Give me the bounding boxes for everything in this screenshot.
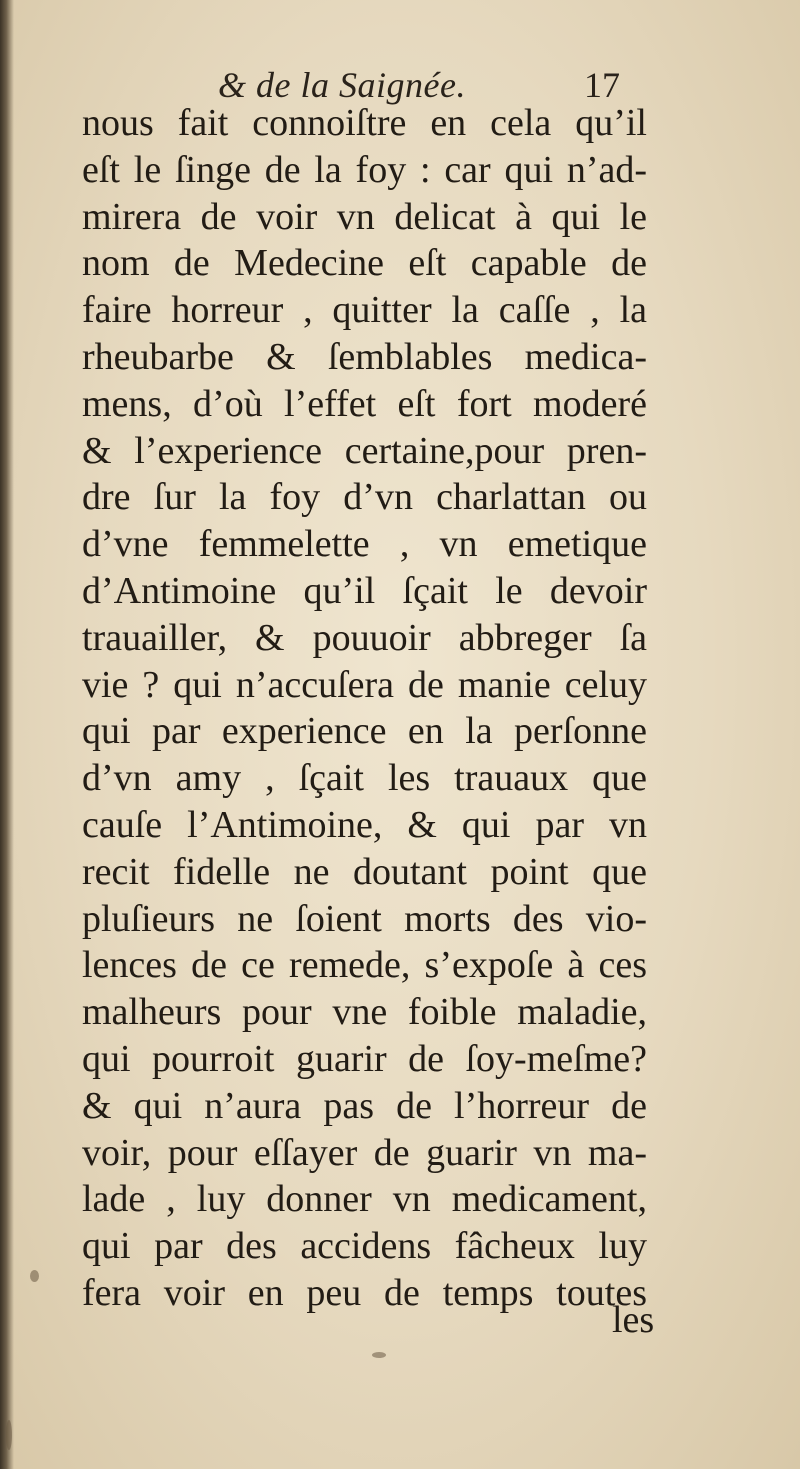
text-line: eſt le ſinge de la foy : car qui n’ad- [82,148,647,191]
page-number: 17 [584,65,620,105]
ink-speck [6,1420,12,1450]
text-line: & qui n’aura pas de l’horreur de [82,1084,647,1127]
body-text [82,100,647,1317]
text-line: mens, d’où l’effet eſt fort moderé [82,382,647,425]
text-line: fera voir en peu de temps toutes [82,1271,647,1314]
text-line: & l’experience certaine,pour pren- [82,429,647,472]
text-line: cauſe l’Antimoine, & qui par vn [82,803,647,846]
text-line: d’vne femmelette , vn emetique [82,523,647,566]
text-line: recit fidelle ne doutant point que [82,850,647,893]
ink-speck [30,1270,39,1282]
text-line: malheurs pour vne foible maladie, [82,991,647,1034]
text-line: nom de Medecine eſt capable de [82,242,647,285]
text-line: vie ? qui n’accuſera de manie celuy [82,663,647,706]
text-line: qui par des accidens fâcheux luy [82,1225,647,1268]
text-line: mirera de voir vn delicat à qui le [82,195,647,238]
text-line: faire horreur , quitter la caſſe , la [82,289,647,332]
text-line: d’vn amy , ſçait les trauaux que [82,757,647,800]
text-line: rheubarbe & ſemblables medica- [82,335,647,378]
catchword: les [612,1299,655,1341]
text-line: d’Antimoine qu’il ſçait le devoir [82,569,647,612]
text-line: lade , luy donner vn medicament, [82,1178,647,1221]
ink-speck [372,1352,386,1358]
text-line: qui par experience en la perſonne [82,710,647,753]
text-line: pluſieurs ne ſoient morts des vio- [82,897,647,940]
text-line: trauailler, & pouuoir abbreger ſa [82,616,647,659]
running-head: & de la Saignée. [218,65,466,105]
text-line: voir, pour eſſayer de guarir vn ma- [82,1131,647,1174]
binding-gutter [0,0,14,1469]
text-line: dre ſur la foy d’vn charlattan ou [82,476,647,519]
text-line: nous fait connoiſtre en cela qu’il [82,102,647,144]
text-line: qui pourroit guarir de ſoy-meſme? [82,1037,647,1080]
text-line: lences de ce remede, s’expoſe à ces [82,944,647,987]
